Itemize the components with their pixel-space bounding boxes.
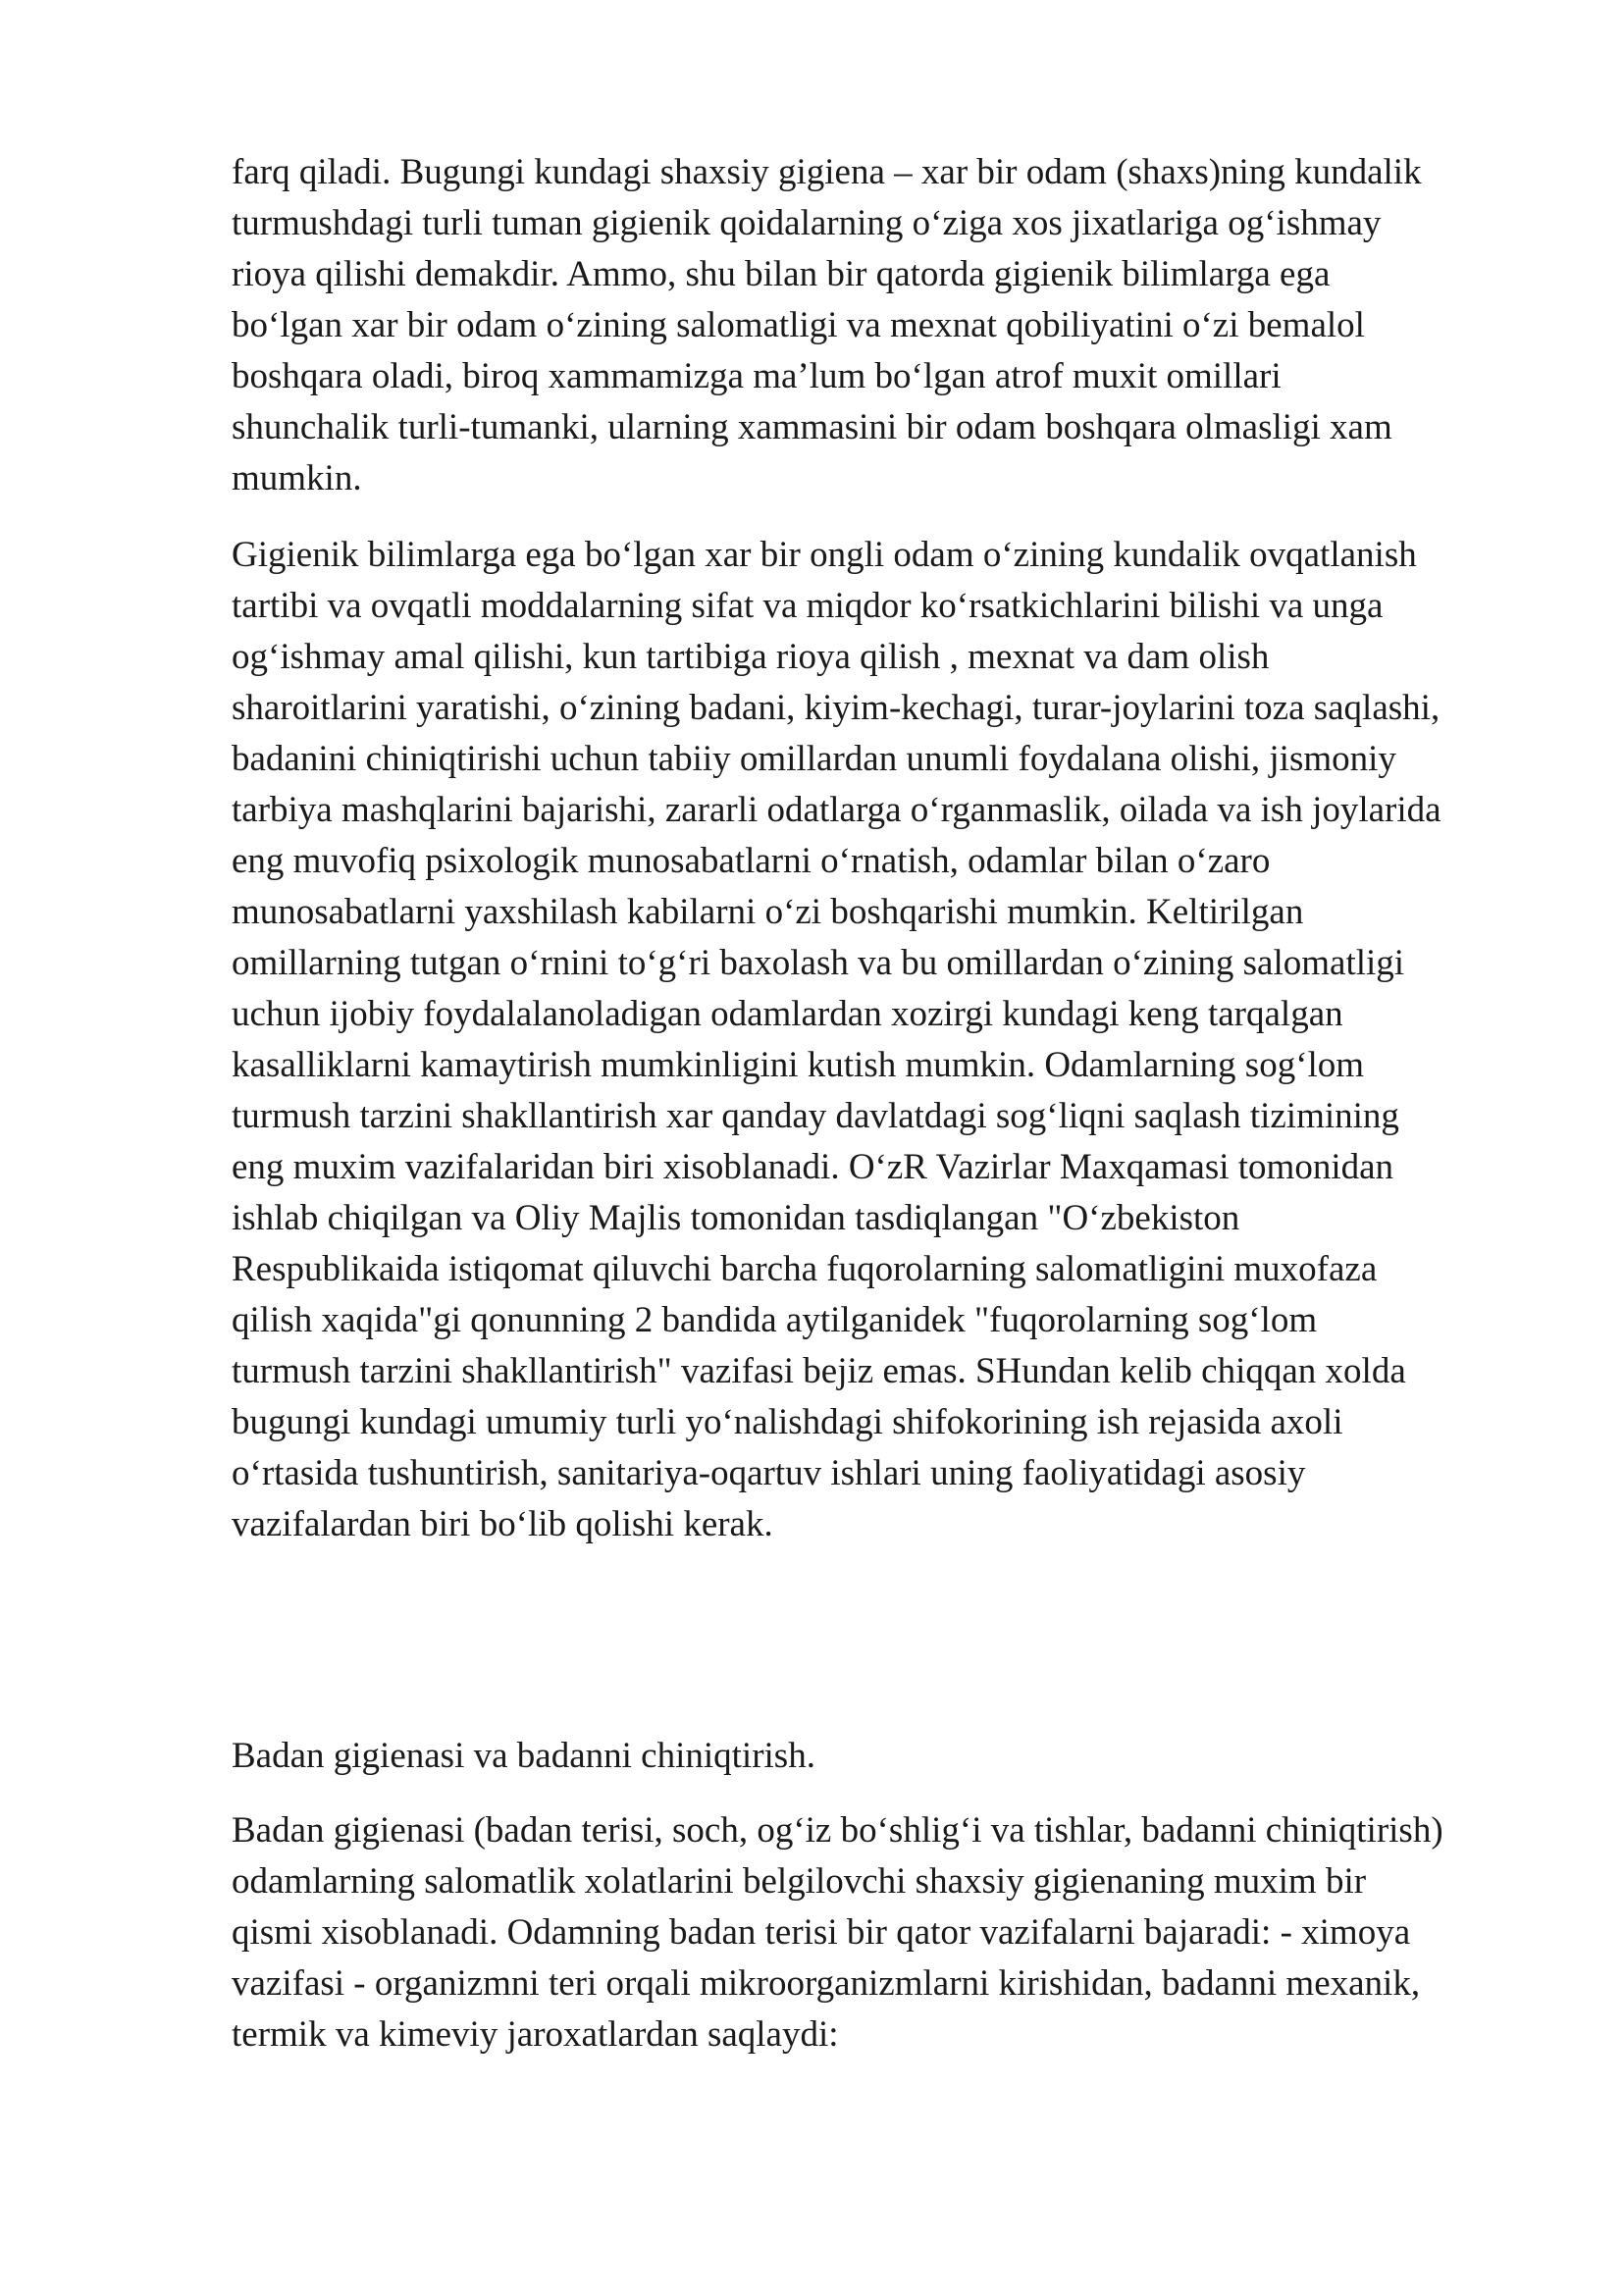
section-heading [232, 1731, 1517, 1782]
text-line: boshqara oladi, biroq xammamizga ma’lum bo‘lgan atrof muxit omillari [232, 356, 1282, 396]
text-line: vazifalardan biri bo‘lib qolishi kerak. [232, 1504, 773, 1544]
text-line: Gigienik bilimlarga ega bo‘lgan xar bir ongli odam o‘zining kundalik ovqatlanish [232, 535, 1417, 575]
text-line: badanini chiniqtirishi uchun tabiiy omillardan unumli foydalana olishi, jismoniy [232, 739, 1396, 779]
text-line: sharoitlarini yaratishi, o‘zining badani, kiyim-kechagi, turar-joylarini toza saqlashi, [232, 688, 1441, 728]
text-line: Badan gigienasi (badan terisi, soch, og‘iz bo‘shlig‘i va tishlar, badanni chiniqtirish) [232, 1810, 1443, 1851]
text-line: kasalliklarni kamaytirish mumkinligini kutish mumkin. Odamlarning sog‘lom [232, 1045, 1365, 1085]
text-line: eng muxim vazifalaridan biri xisoblanadi. O‘zR Vazirlar Maxqamasi tomonidan [232, 1147, 1394, 1187]
text-line: odamlarning salomatlik xolatlarini belgilovchi shaxsiy gigienaning muxim bir [232, 1861, 1367, 1902]
paragraph-3 [232, 1805, 1517, 2061]
text-line: farq qiladi. Bugungi kundagi shaxsiy gigiena – xar bir odam (shaxs)ning kundalik [232, 152, 1422, 192]
text-line: og‘ishmay amal qilishi, kun tartibiga rioya qilish , mexnat va dam olish [232, 637, 1270, 677]
text-line: qismi xisoblanadi. Odamning badan terisi bir qator vazifalarni bajaradi: - ximoya [232, 1912, 1411, 1953]
section-heading-text: Badan gigienasi va badanni chiniqtirish. [232, 1736, 815, 1776]
text-line: eng muvofiq psixologik munosabatlarni o‘rnatish, odamlar bilan o‘zaro [232, 841, 1271, 881]
text-line: shunchalik turli-tumanki, ularning xammasini bir odam boshqara olmasligi xam [232, 407, 1392, 447]
text-line: vazifasi - organizmni teri orqali mikroorganizmlarni kirishidan, badanni mexanik, [232, 1963, 1421, 2004]
text-line: tartibi va ovqatli moddalarning sifat va miqdor ko‘rsatkichlarini bilishi va unga [232, 586, 1384, 626]
text-line: mumkin. [232, 458, 362, 498]
text-line: qilish xaqida"gi qonunning 2 bandida aytilganidek "fuqorolarning sog‘lom [232, 1300, 1318, 1340]
text-line: munosabatlarni yaxshilash kabilarni o‘zi boshqarishi mumkin. Keltirilgan [232, 892, 1304, 932]
text-line: termik va kimeviy jaroxatlardan saqlaydi: [232, 2014, 839, 2055]
text-line: bugungi kundagi umumiy turli yo‘nalishdagi shifokorining ish rejasida axoli [232, 1402, 1343, 1442]
text-line: rioya qilishi demakdir. Ammo, shu bilan bir qatorda gigienik bilimlarga ega [232, 254, 1331, 294]
paragraph-2 [232, 530, 1517, 1550]
text-line: Respublikaida istiqomat qiluvchi barcha fuqorolarning salomatligini muxofaza [232, 1249, 1378, 1289]
text-line: uchun ijobiy foydalalanoladigan odamlardan xozirgi kundagi keng tarqalgan [232, 994, 1343, 1034]
text-line: turmush tarzini shakllantirish" vazifasi bejiz emas. SHundan kelib chiqqan xolda [232, 1351, 1406, 1391]
text-line: bo‘lgan xar bir odam o‘zining salomatligi va mexnat qobiliyatini o‘zi bemalol [232, 305, 1365, 345]
text-line: omillarning tutgan o‘rnini to‘g‘ri baxolash va bu omillardan o‘zining salomatligi [232, 943, 1405, 983]
text-line: tarbiya mashqlarini bajarishi, zararli odatlarga o‘rganmaslik, oilada va ish joylarida [232, 790, 1441, 830]
text-line: o‘rtasida tushuntirish, sanitariya-oqartuv ishlari uning faoliyatidagi asosiy [232, 1453, 1306, 1493]
text-line: ishlab chiqilgan va Oliy Majlis tomonidan tasdiqlangan "O‘zbekiston [232, 1198, 1240, 1238]
paragraph-1 [232, 147, 1517, 504]
text-line: turmushdagi turli tuman gigienik qoidalarning o‘ziga xos jixatlariga og‘ishmay [232, 203, 1382, 243]
text-line: turmush tarzini shakllantirish xar qanday davlatdagi sog‘liqni saqlash tizimining [232, 1096, 1399, 1136]
